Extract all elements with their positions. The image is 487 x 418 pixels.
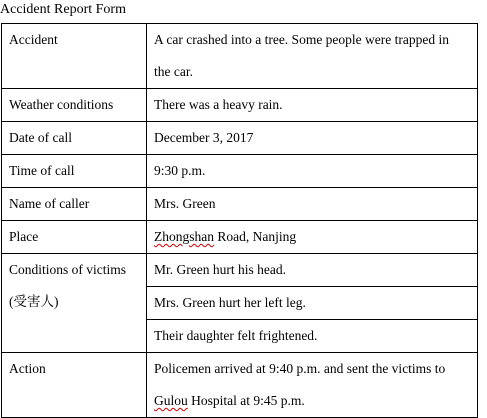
label-accident: Accident (2, 24, 147, 89)
value-accident-line1: A car crashed into a tree. Some people were trapped in (154, 32, 450, 47)
value-date: December 3, 2017 (147, 122, 478, 155)
action-underlined-word: Gulou (154, 393, 188, 408)
label-victims-line2: (受害人) (9, 294, 59, 309)
row-weather (2, 89, 478, 122)
row-place (2, 221, 478, 254)
form-title: Accident Report Form (0, 2, 126, 17)
row-date (2, 122, 478, 155)
value-accident-line2: the car. (154, 64, 193, 79)
value-action (147, 353, 478, 418)
label-action: Action (2, 353, 147, 418)
value-place (147, 221, 478, 254)
row-accident (2, 24, 478, 89)
label-place: Place (2, 221, 147, 254)
label-date: Date of call (2, 122, 147, 155)
action-rest: Hospital at 9:45 p.m. (187, 393, 305, 408)
accident-report-table (1, 23, 478, 418)
value-accident (147, 24, 478, 89)
value-caller: Mrs. Green (147, 188, 478, 221)
value-action-line1: Policemen arrived at 9:40 p.m. and sent the victims to (154, 361, 446, 376)
label-victims-line1: Conditions of victims (9, 262, 127, 277)
value-weather: There was a heavy rain. (147, 89, 478, 122)
label-weather: Weather conditions (2, 89, 147, 122)
value-action-line2 (154, 385, 477, 417)
label-time: Time of call (2, 155, 147, 188)
row-victims-1 (2, 254, 478, 287)
label-caller: Name of caller (2, 188, 147, 221)
victim-item: Their daughter felt frightened. (147, 320, 478, 353)
victim-item: Mrs. Green hurt her left leg. (147, 287, 478, 320)
label-victims (2, 254, 147, 353)
place-underlined-word: Zhongshan (154, 229, 214, 244)
row-action (2, 353, 478, 418)
row-caller (2, 188, 478, 221)
value-time: 9:30 p.m. (147, 155, 478, 188)
place-rest: Road, Nanjing (214, 229, 297, 244)
row-time (2, 155, 478, 188)
victim-item: Mr. Green hurt his head. (147, 254, 478, 287)
